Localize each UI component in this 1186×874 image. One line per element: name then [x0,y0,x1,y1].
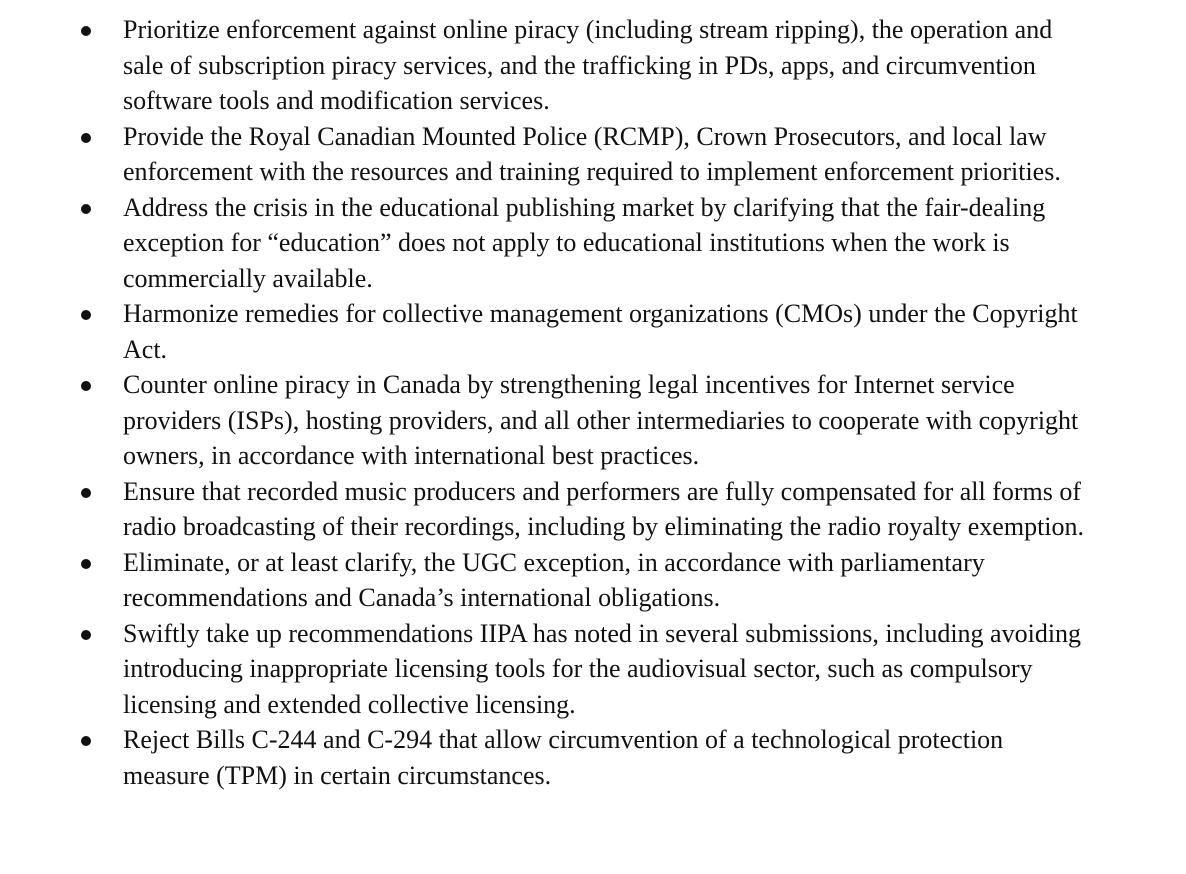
list-item [0,119,1186,190]
list-item [0,545,1186,616]
bullet-text: Address the crisis in the educational publishing market by clarifying that the fair-dealing exception for “education” does not apply to educational institutions when the work is commercially available. [123,192,1046,293]
bullet-text: Ensure that recorded music producers and performers are fully compensated for all forms of radio broadcasting of their recordings, including by eliminating the radio royalty exemption. [123,476,1085,541]
bullet-icon [81,133,91,143]
bullet-icon [81,630,91,640]
bullet-icon [81,381,91,391]
bullet-text: Harmonize remedies for collective management organizations (CMOs) under the Copyright Act. [123,299,1078,364]
list-item [0,616,1186,723]
bullet-icon [81,310,91,320]
list-item [0,722,1186,793]
bullet-icon [81,559,91,569]
bullet-text: Eliminate, or at least clarify, the UGC exception, in accordance with parliamentary recommendations and Canada’s international obligations. [123,547,985,612]
bullet-icon [81,204,91,214]
bullet-icon [81,488,91,498]
list-item [0,474,1186,545]
bullet-text: Prioritize enforcement against online piracy (including stream ripping), the operation and sale of subscription piracy services, and the trafficking in PDs, apps, and circumvention software tools and modification services. [123,15,1053,115]
list-item [0,12,1186,119]
bullet-icon [81,26,91,36]
bullet-icon [81,736,91,746]
bullet-text: Swiftly take up recommendations IIPA has noted in several submissions, including avoiding introducing inappropriate licensing tools for the audiovisual sector, such as compulsory licensing and extended collective licensing. [123,618,1082,719]
list-item [0,367,1186,474]
list-item [0,190,1186,297]
bullet-text: Provide the Royal Canadian Mounted Police (RCMP), Crown Prosecutors, and local law enforcement with the resources and training required to implement enforcement priorities. [123,121,1061,186]
recommendations-list [0,12,1186,793]
list-item [0,296,1186,367]
bullet-text: Counter online piracy in Canada by strengthening legal incentives for Internet service providers (ISPs), hosting providers, and all other intermediaries to cooperate with copyright owners, in accordance with international best practices. [123,370,1079,470]
bullet-text: Reject Bills C-244 and C-294 that allow circumvention of a technological protection measure (TPM) in certain circumstances. [123,725,1004,790]
